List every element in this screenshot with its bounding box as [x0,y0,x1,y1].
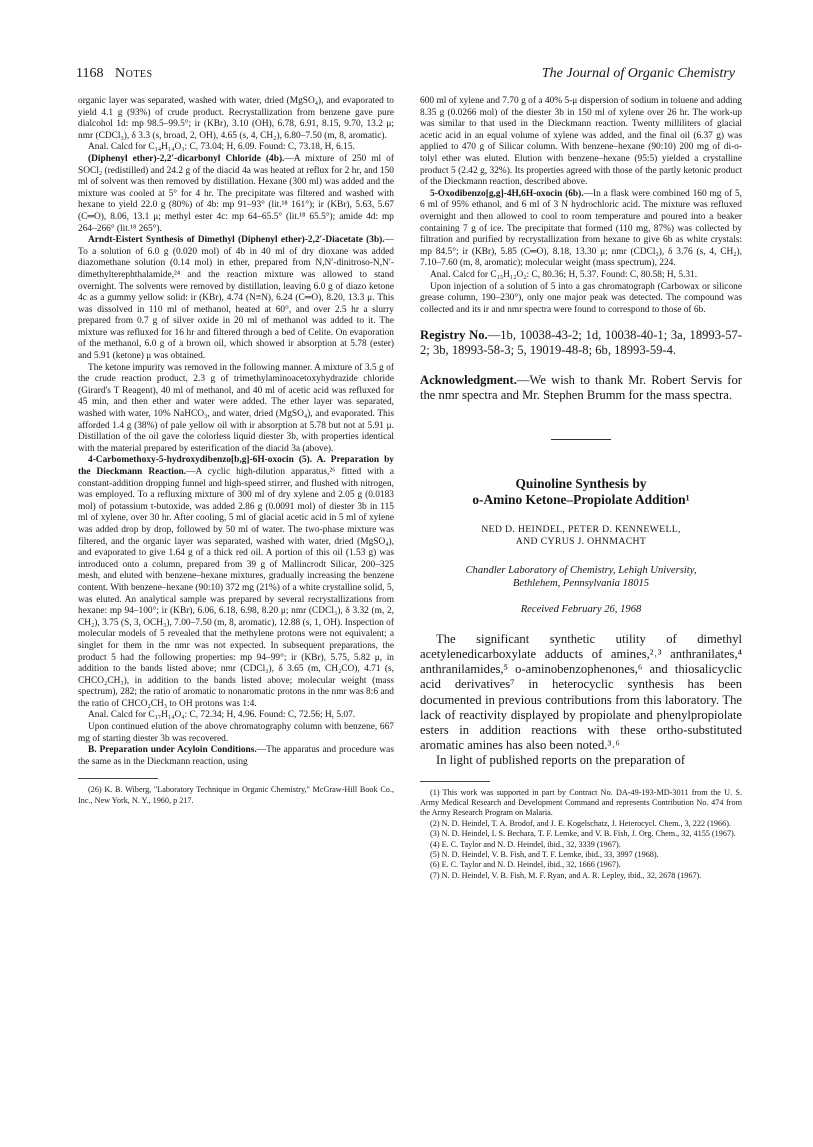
acknowledgment [420,373,742,403]
paragraph: 600 ml of xylene and 7.70 g of a 40% 5-μ dispersion of sodium in toluene and adding 8.35 g (0.0266 mol) of the diester 3b in 150 ml of xylene over 26 hr. The work-up was similar to that used in the Dieckmann reaction. Twenty milliliters of glacial acetic acid in an equal volume of xylene was added, and the final oil (6.37 g) was applied to 470 g of Silicar column. With benzene–hexane (90:10) 200 mg of di-o-tolyl ether was eluted. Elution with benzene–hexane (95:5) yielded a crystalline product 5 (2.42 g, 32%). Its properties agreed with those of the partly ketonic product of the Dieckmann reaction, described above. [420,96,742,188]
footnote: (4) E. C. Taylor and N. D. Heindel, ibid., 32, 3339 (1967). [430,839,621,849]
affiliation-line: Chandler Laboratory of Chemistry, Lehigh University, [465,565,697,577]
section-heading: (Diphenyl ether)-2,2′-dicarbonyl Chloride (4b). [88,153,285,164]
footnote: (3) N. D. Heindel, I. S. Bechara, T. F. Lemke, and V. B. Fish, J. Org. Chem., 32, 4155 (1967). [430,829,736,839]
journal-title: The Journal of Organic Chemistry [541,66,735,81]
acknowledgment-label: Acknowledgment. [420,372,517,387]
affiliation [420,564,742,590]
analysis-paragraph: Anal. Calcd for C₁₇H₁₄O₄: C, 72.34; H, 4.96. Found: C, 72.56; H, 5.07. [88,710,356,721]
footnote: (1) This work was supported in part by Contract No. DA-49-193-MD-3011 from the U. S. Army Medical Research and Development Command and represents Contribution No. 474 from the Army Research Program on Malaria. [420,787,742,818]
left-column [78,96,394,806]
registry-text: —1b, 10038-43-2; 1d, 10038-40-1; 3a, 18993-57-2; 3b, 18993-58-3; 5, 19019-48-8; 6b, 18993-59-4. [420,328,742,358]
paragraph [420,189,742,270]
analysis-paragraph: Anal. Calcd for C₁₅H₁₂O₂: C, 80.36; H, 5.37. Found: C, 80.58; H, 5.31. [430,269,698,280]
registry-numbers [420,328,742,358]
paragraph: Upon continued elution of the above chromatography column with benzene, 667 mg of starting diester 3b was recovered. [78,722,394,744]
received-date: Received February 26, 1968 [520,604,642,616]
footnote-rule [78,778,158,779]
paragraph-text: —The apparatus and procedure was the same as in the Dieckmann reaction, using [78,745,394,767]
body-paragraph: The significant synthetic utility of dimethyl acetylenedicarboxylate adducts of amines,²˒³ anthranilates,⁴ anthranilamides,⁵ o-aminobenzophenones,⁶ and thiosalicyclic acid derivatives⁷ in heterocyclic synthesis has been documented in previous contributions from this laboratory. The lack of reactivity displayed by propiolate and phenylpropiolate esters in addition reactions with these ortho-substituted aromatic amines has also been noted.³˒⁶ [420,631,742,753]
footnote: (26) K. B. Wiberg, "Laboratory Technique in Organic Chemistry," McGraw-Hill Book Co., Inc., New York, N. Y., 1960, p 217. [78,785,394,805]
paragraph-text: —A mixture of 250 ml of SOCl₂ (redistilled) and 24.2 g of the diacid 4a was heated at reflux for 2 hr, and 150 ml of solvent was then removed by distillation. Hexane (300 ml) was added and the mixture was cooled at 5° for 4 hr. The precipitate was filtered and washed with hexane to yield 22.0 g (80%) of 4b: mp 91–93° (lit.¹⁸ 161°); ir (KBr), 5.63, 5.67 (C═O), 8.06, 13.1 μ; methyl ester 4c: mp 64–65.5° (lit.¹⁸ 65.5°); amide 4d: mp 264–266° (lit.¹⁸ 265°). [78,153,394,234]
section-name: Notes [114,66,153,81]
footnote: (7) N. D. Heindel, V. B. Fish, M. F. Ryan, and A. R. Lepley, ibid., 32, 2678 (1967). [430,870,702,880]
paragraph-text: —A cyclic high-dilution apparatus,²⁶ fitted with a constant-addition dropping funnel and high-speed stirrer, and flushed with nitrogen, was employed. To a refluxing mixture of 300 ml of dry xylene and 2.05 g (0.0183 mol) of potassium t-butoxide, was added 2.86 g (0.0091 mol) of diester 3b in 115 ml of xylene, over 30 hr. After cooling, 5 ml of glacial acetic acid in 5 ml of xylene was added drop by drop, followed by 50 ml of water. The two-phase mixture was filtered, and the organic layer was separated, washed with water, dried (MgSO₄), and evaporated to give 1.64 g of a thick red oil. A portion of this oil (1.53 g) was introduced onto a column, prepared from 39 g of Mallincrodt Silicar, 200–325 mesh, and eluted with benzene–hexane mixtures, gradually increasing the benzene content. With benzene–hexane (90:10) 372 mg (21%) of a white crystalline solid, 5, was eluted. An analytical sample was prepared by several recrystallizations from hexane: mp 94–100°; ir (KBr), 6.06, 6.18, 6.98, 8.20 μ; nmr (CDCl₃), δ 3.32 (m, 2, CH₂), 3.75 (S, 3, OCH₃), 7.00–7.50 (m, 8, aromatic), 12.88 (s, 1, OH). Inspection of molecular models of 5 revealed that the methylene protons were not equivalent; a singlet for them in the nmr was not expected. In subsequent preparations, the product 5 had the following properties: mp 94–99°; ir (KBr), 5.75, 5.82 μ, in addition to the bands listed above; nmr (CDCl₃), δ 3.65 (m, CH₂CO), 4.71 (s, CHCO₂CH₃), in addition to the bands listed above; molecular weight (mass spectrum), 282; the ratio of aromatic to nonaromatic protons in the nmr was 8:6 and the ratio of CHCO₂CH₃ to OH protons was 1:4. [78,467,395,709]
right-column [420,96,742,881]
footnote: (2) N. D. Heindel, T. A. Brodof, and J. E. Kogelschatz, J. Heterocycl. Chem., 3, 222 (1966). [430,818,731,828]
registry-label: Registry No. [420,328,488,343]
paragraph: Upon injection of a solution of 5 into a gas chromatograph (Carbowax or silicone grease column, 190–230°), only one major peak was detected. The compound was collected and its ir and nmr spectra were found to correspond to those of 6b. [420,281,742,315]
section-heading: B. Preparation under Acyloin Conditions. [88,745,257,756]
acknowledgment-text: —We wish to thank Mr. Robert Servis for the nmr spectra and Mr. Stephen Brumm for the mass spectra. [420,372,742,402]
article-title [420,476,742,508]
paragraph-text: —In a flask were combined 160 mg of 5, 6 ml of 95% ethanol, and 6 ml of 3 N hydrochloric acid. The mixture was refluxed overnight and then allowed to cool to room temperature and poured into a beaker containing 7 g of ice. The precipitate that formed (110 mg, 87%) was collected by filtration and purified by recrystallization from hexane to give 6b as white crystals: mp 84.5°; ir (KBr), 5.85 (C═O), 8.18, 13.30 μ; nmr (CDCl₃), δ 3.76 (s, 4, CH₂), 7.10–7.60 (m, 8, aromatic); molecular weight (mass spectrum), 224. [420,188,742,269]
analysis-paragraph: Anal. Calcd for C₁₄H₁₄O₃: C, 73.04; H, 6.09. Found: C, 73.18, H, 6.15. [88,142,355,153]
section-heading: 5-Oxodibenzo[g,g]-4H,6H-oxocin (6b). [430,188,584,199]
authors-line: AND CYRUS J. OHNMACHT [515,536,647,548]
article-title-line: Quinoline Synthesis by [515,476,647,492]
article-title-line: o-Amino Ketone–Propiolate Addition¹ [472,492,690,508]
footnote-list [420,788,742,882]
section-heading: Arndt-Eistert Synthesis of Dimethyl (Diphenyl ether)-2,2′-Diacetate (3b). [88,235,385,246]
paragraph: The ketone impurity was removed in the following manner. A mixture of 3.5 g of the crude reaction product, 2.3 g of trimethylaminoacetoxyhydrazide chloride (Girard's T Reagent), 40 ml of methanol, and 40 ml of acetic acid was refluxed for 45 min, and then ether and water were added. The ether layer was separated, washed with water, 10% NaHCO₃, and water, dried (MgSO₄), and evaporated. This afforded 1.4 g (38%) of pale yellow oil with ir absorption at 5.78 but not at 5.91 μ. Distillation of the oil gave the colorless liquid diester 3b, with properties identical with the material prepared by esterification of the diacid 3a (above). [78,362,394,454]
authors-line: NED D. HEINDEL, PETER D. KENNEWELL, [481,524,681,536]
paragraph [78,745,394,768]
footnote-rule [420,781,490,782]
running-header-left [76,66,153,82]
paragraph: organic layer was separated, washed with water, dried (MgSO₄), and evaporated to yield 4.1 g (93%) of crude product. Recrystallization from benzene gave pure dialcohol 1d: mp 98.5–99.5°; ir (KBr), 3.10 (OH), 6.78, 6.91, 8.15, 9.70, 13.2 μ; nmr (CDCl₃), δ 3.3 (s, broad, 2, OH), 4.65 (s, 4, CH₂), 6.80–7.50 (m, 8, aromatic). [78,96,394,141]
affiliation-line: Bethlehem, Pennsylvania 18015 [512,578,650,590]
page-number: 1168 [76,66,104,81]
footnote: (6) E. C. Taylor and N. D. Heindel, ibid., 32, 1666 (1967). [430,860,621,870]
paragraph [78,154,394,235]
article-separator [551,439,611,440]
paragraph [78,235,394,363]
paragraph-text: —To a solution of 6.0 g (0.020 mol) of 4b in 40 ml of dry dioxane was added diazomethane solution (0.14 mol) in ether, prepared from N,N′-dinitroso-N,N′-dimethylterephthalamide,²⁴ and the reaction mixture was allowed to stand overnight. The solvents were removed by distillation, leaving 6.0 g of diazo ketone 4c as a gummy yellow solid: ir (KBr), 4.74 (N≡N), 6.24 (C═O), 8.20, 13.3 μ. This was dissolved in 110 ml of methanol, heated at 60°, and over 2.5 hr a slurry prepared from 0.7 g of silver oxide in 20 ml of methanol was added to it. The mixture was refluxed for 16 hr and filtered through a bed of Celite. On evaporation of the methanol, 6.0 g of a brown oil, which showed ir absorption at 5.78 (ester) and 5.91 (ketone) μ was obtained. [78,235,394,362]
body-paragraph: In light of published reports on the preparation of [436,753,686,768]
section-heading: 4-Carbomethoxy-5-hydroxydibenzo[b,g]-6H-oxocin (5). A. Preparation by the Dieckmann Reaction. [78,455,394,477]
footnote: (5) N. D. Heindel, V. B. Fish, and T. F. Lemke, ibid., 33, 3997 (1968). [430,849,659,859]
footnote-block [78,785,394,806]
article-body [420,632,742,769]
article-authors [420,524,742,548]
paragraph [78,455,394,710]
